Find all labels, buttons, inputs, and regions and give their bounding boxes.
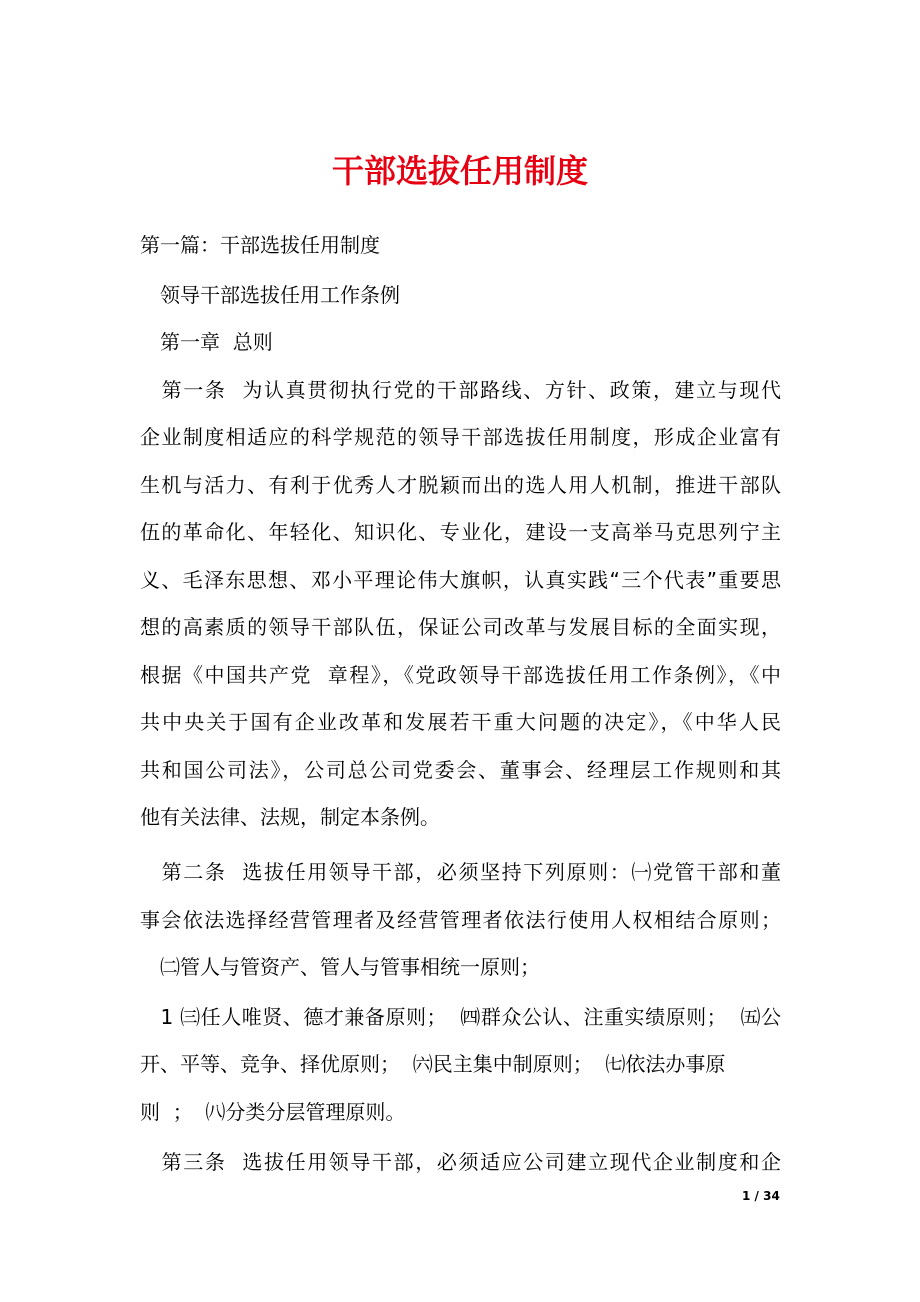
text-line: 义、毛泽东思想、邓小平理论伟大旗帜，认真实践“三个代表”重要思 <box>140 568 781 592</box>
text-line: 生机与活力、有利于优秀人才脱颖而出的选人用人机制，推进干部队 <box>140 473 781 497</box>
text-line: 共和国公司法》，公司总公司党委会、董事会、经理层工作规则和其 <box>140 758 781 782</box>
text-line: 领导干部选拔任用工作条例 <box>140 283 400 307</box>
text-line: 1 ㈢任人唯贤、德才兼备原则； ㈣群众公认、注重实绩原则； ㈤公 <box>140 1005 781 1029</box>
text-line: 第一篇：干部选拔任用制度 <box>140 233 380 257</box>
text-line: 事会依法选择经营管理者及经营管理者依法行使用人权相结合原则； <box>140 908 781 932</box>
document-title: 干部选拔任用制度 <box>331 152 588 190</box>
text-line: 第二条 选拔任用领导干部，必须坚持下列原则：㈠党管干部和董 <box>140 860 781 884</box>
text-line: 企业制度相适应的科学规范的领导干部选拔任用制度，形成企业富有 <box>140 425 781 449</box>
text-line: 伍的革命化、年轻化、知识化、专业化，建设一支高举马克思列宁主 <box>140 520 781 544</box>
text-line: 则 ； ㈧分类分层管理原则。 <box>140 1100 406 1124</box>
text-line: 第一条 为认真贯彻执行党的干部路线、方针、政策，建立与现代 <box>140 378 781 402</box>
text-line: ㈡管人与管资产、管人与管事相统一原则； <box>140 955 540 979</box>
page-number: 1 / 34 <box>742 1189 780 1203</box>
text-line: 开、平等、竞争、择优原则； ㈥民主集中制原则； ㈦依法办事原 <box>140 1052 726 1076</box>
text-line: 第一章 总则 <box>140 330 273 354</box>
text-line: 想的高素质的领导干部队伍，保证公司改革与发展目标的全面实现， <box>140 615 781 639</box>
text-line: 根据《中国共产党 章程》，《党政领导干部选拔任用工作条例》，《中 <box>140 663 781 687</box>
text-line: 共中央关于国有企业改革和发展若干重大问题的决定》，《中华人民 <box>140 710 781 734</box>
text-line: 第三条 选拔任用领导干部，必须适应公司建立现代企业制度和企 <box>140 1150 781 1174</box>
text-line: 他有关法律、法规，制定本条例。 <box>140 805 440 829</box>
